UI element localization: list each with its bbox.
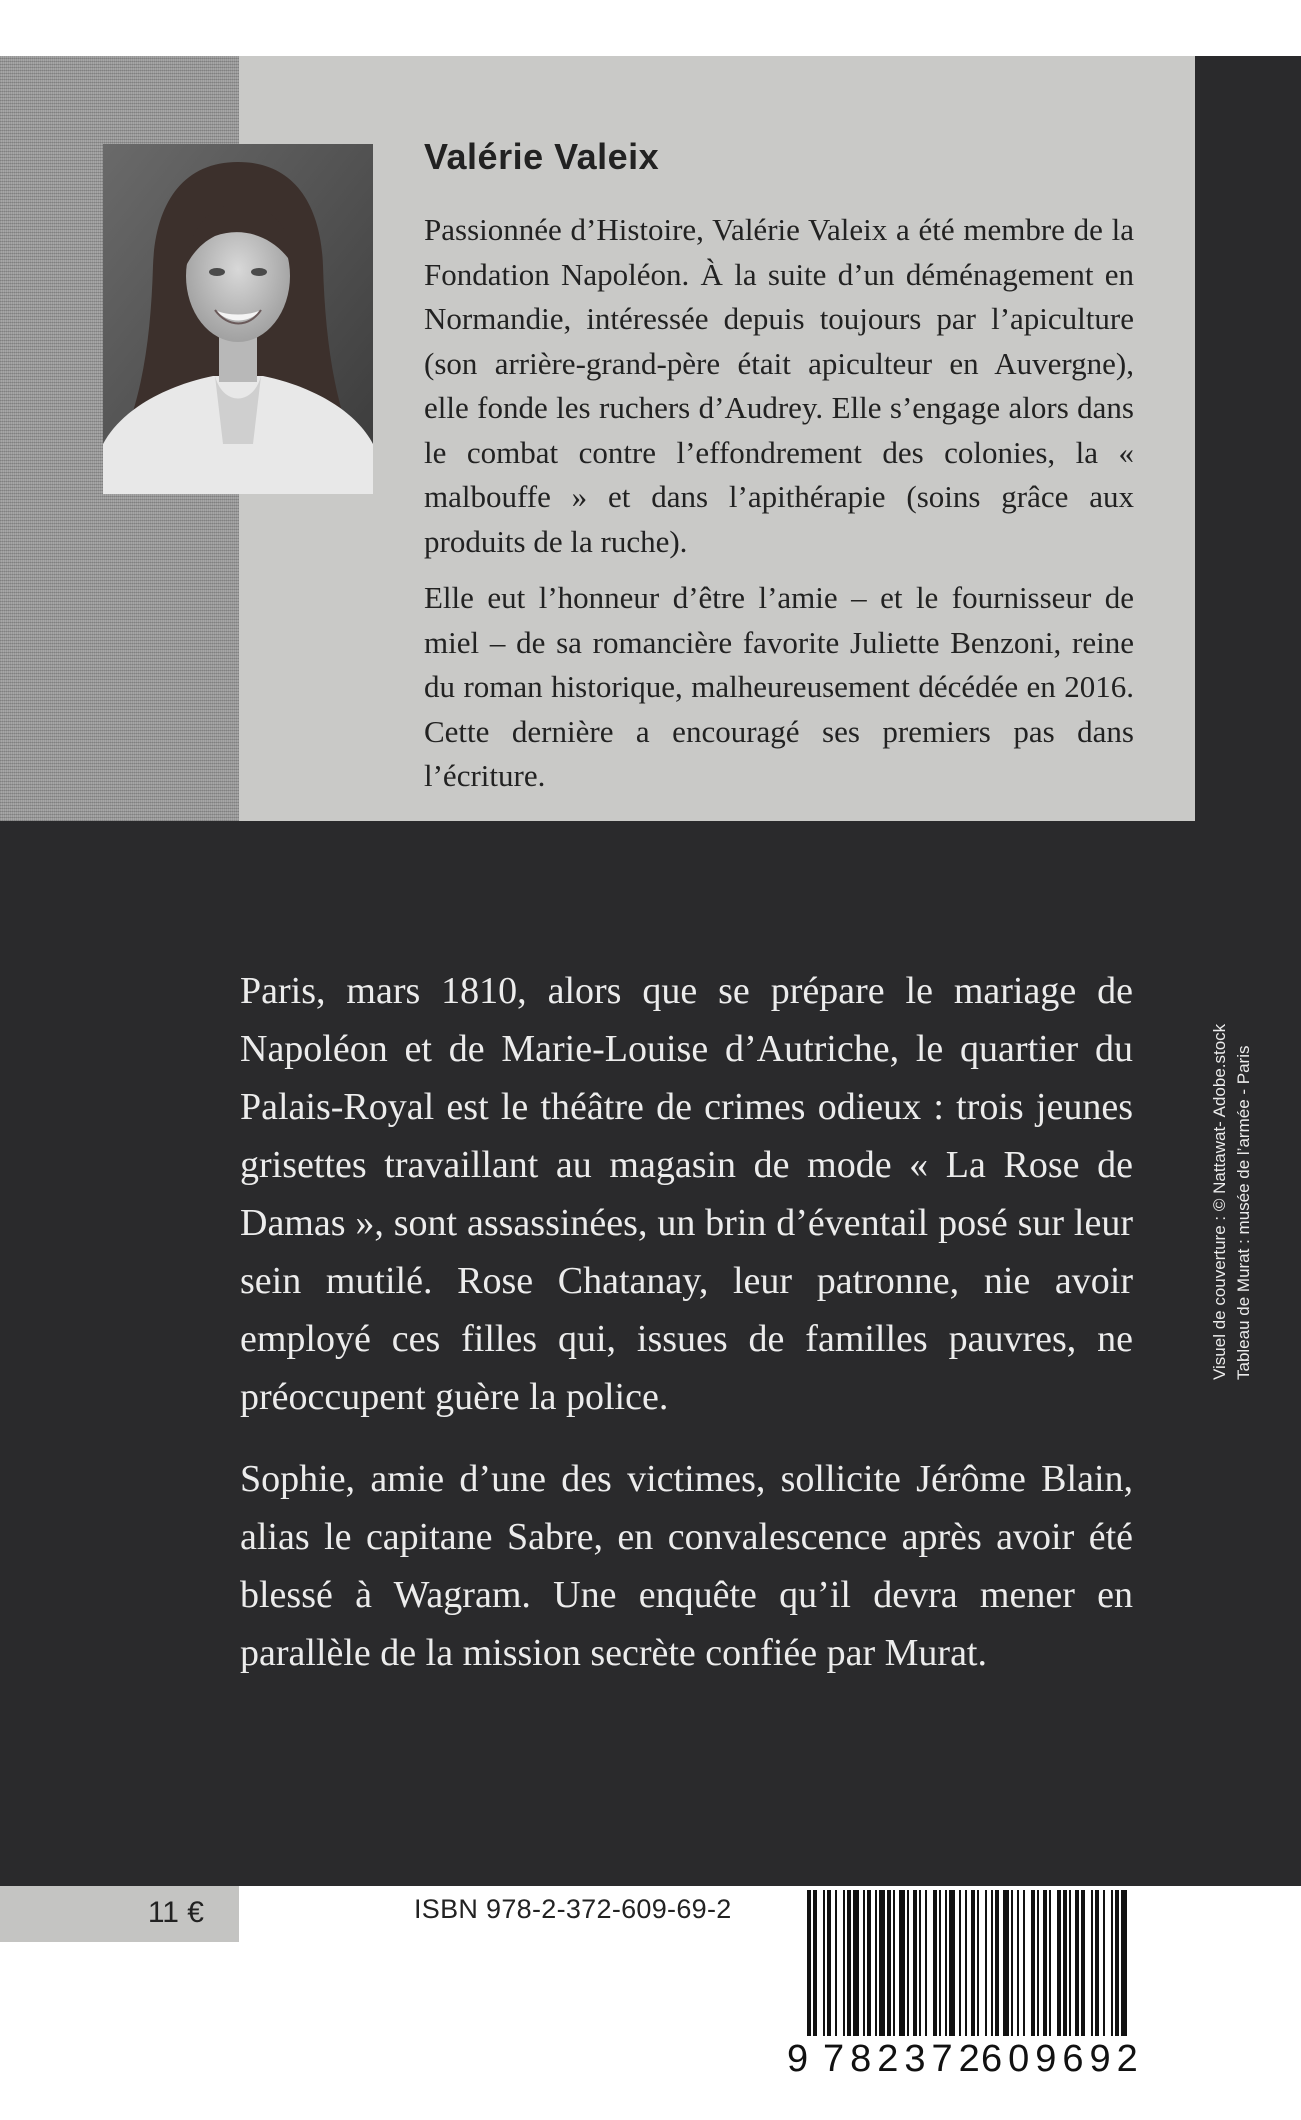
barcode-digits [781, 2038, 1144, 2080]
barcode-bar [1043, 1890, 1047, 2036]
barcode [781, 1886, 1144, 2084]
barcode-bar [1095, 1890, 1099, 2036]
barcode-bar [863, 1890, 865, 2036]
barcode-bar [913, 1890, 917, 2036]
barcode-bar [1111, 1890, 1113, 2036]
barcode-first-digit: 9 [787, 2038, 809, 2080]
author-photo [103, 144, 373, 494]
barcode-bar [949, 1890, 955, 2036]
barcode-left-group: 782372 [823, 2038, 986, 2080]
barcode-bar [1017, 1890, 1019, 2036]
barcode-bar [945, 1890, 947, 2036]
barcode-bar [1057, 1890, 1061, 2036]
barcode-bar [1103, 1890, 1105, 2036]
barcode-bar [1063, 1890, 1067, 2036]
barcode-bar [925, 1890, 927, 2036]
price-box [0, 1886, 239, 1942]
barcode-bar [1121, 1890, 1127, 2036]
barcode-bar [827, 1890, 831, 2036]
barcode-bar [1091, 1890, 1093, 2036]
barcode-bar [965, 1890, 967, 2036]
barcode-bars [781, 1886, 1137, 2036]
barcode-bar [939, 1890, 941, 2036]
barcode-bar [843, 1890, 845, 2036]
barcode-bar [875, 1890, 877, 2036]
barcode-bar [1011, 1890, 1013, 2036]
barcode-bar [1037, 1890, 1039, 2036]
barcode-bar [879, 1890, 885, 2036]
barcode-bar [919, 1890, 921, 2036]
barcode-bar [807, 1890, 811, 2036]
barcode-bar [887, 1890, 891, 2036]
price: 11 € [147, 1896, 204, 1929]
blurb-paragraph-2: Sophie, amie d’une des victimes, sollicite Jérôme Blain, alias le capitane Sabre, en convalescence après avoir été blessé à Wagram. Une enquête qu’il devra mener en parallèle de la mission secrète confiée par Murat. [240, 1458, 1133, 1674]
barcode-bar [899, 1890, 905, 2036]
barcode-bar [813, 1890, 817, 2036]
barcode-bar [995, 1890, 999, 2036]
barcode-bar [1031, 1890, 1035, 2036]
author-bio [424, 208, 1134, 811]
barcode-bar [1075, 1890, 1079, 2036]
barcode-bar [907, 1890, 909, 2036]
barcode-bar [823, 1890, 825, 2036]
credit-murat-painting: Tableau de Murat : musée de l’armée - Paris [1234, 1045, 1253, 1380]
barcode-bar [1049, 1890, 1051, 2036]
barcode-bar [1115, 1890, 1119, 2036]
barcode-bar [1003, 1890, 1009, 2036]
barcode-bar [867, 1890, 871, 2036]
credit-cover-visual: Visuel de couverture : © Nattawat- Adobe.stock [1210, 1023, 1229, 1380]
barcode-bar [971, 1890, 975, 2036]
barcode-bar [1023, 1890, 1025, 2036]
blurb-paragraph-1: Paris, mars 1810, alors que se prépare le mariage de Napoléon et de Marie-Louise d’Autriche, le quartier du Palais-Royal est le théâtre de crimes odieux : trois jeunes grisettes travaillant au magasin de mode « La Rose de Damas », sont assassinées, un brin d’éventail posé sur leur sein mutilé. Rose Chatanay, leur patronne, nie avoir employé ces filles qui, issues de familles pauvres, ne préoccupent guère la police. [240, 970, 1133, 1418]
barcode-bar [893, 1890, 895, 2036]
barcode-bar [977, 1890, 979, 2036]
barcode-bar [985, 1890, 987, 2036]
barcode-bar [933, 1890, 937, 2036]
bio-paragraph-2: Elle eut l’honneur d’être l’amie – et le fournisseur de miel – de sa romancière favorite Juliette Benzoni, reine du roman historique, malheureusement décédée en 2016. Cette dernière a encouragé ses premiers pas dans l’écriture. [424, 580, 1134, 793]
barcode-bar [1069, 1890, 1071, 2036]
author-name: Valérie Valeix [424, 136, 660, 177]
bio-paragraph-1: Passionnée d’Histoire, Valérie Valeix a été membre de la Fondation Napoléon. À la suite d’un déménagement en Normandie, intéressée depuis toujours par l’apiculture (son arrière-grand-père était apiculteur en Auvergne), elle fonde les ruchers d’Audrey. Elle s’engage alors dans le combat contre l’effondrement des colonies, la « malbouffe » et dans l’apithérapie (soins grâce aux produits de la ruche). [424, 212, 1134, 559]
barcode-bar [1081, 1890, 1085, 2036]
barcode-bar [991, 1890, 993, 2036]
barcode-bar [853, 1890, 859, 2036]
image-credits [1208, 930, 1260, 1380]
isbn: ISBN 978-2-372-609-69-2 [414, 1894, 732, 1924]
barcode-bar [959, 1890, 961, 2036]
barcode-right-group: 609692 [981, 2038, 1144, 2080]
barcode-bar [847, 1890, 851, 2036]
book-blurb [240, 962, 1133, 1706]
barcode-bar [835, 1890, 837, 2036]
